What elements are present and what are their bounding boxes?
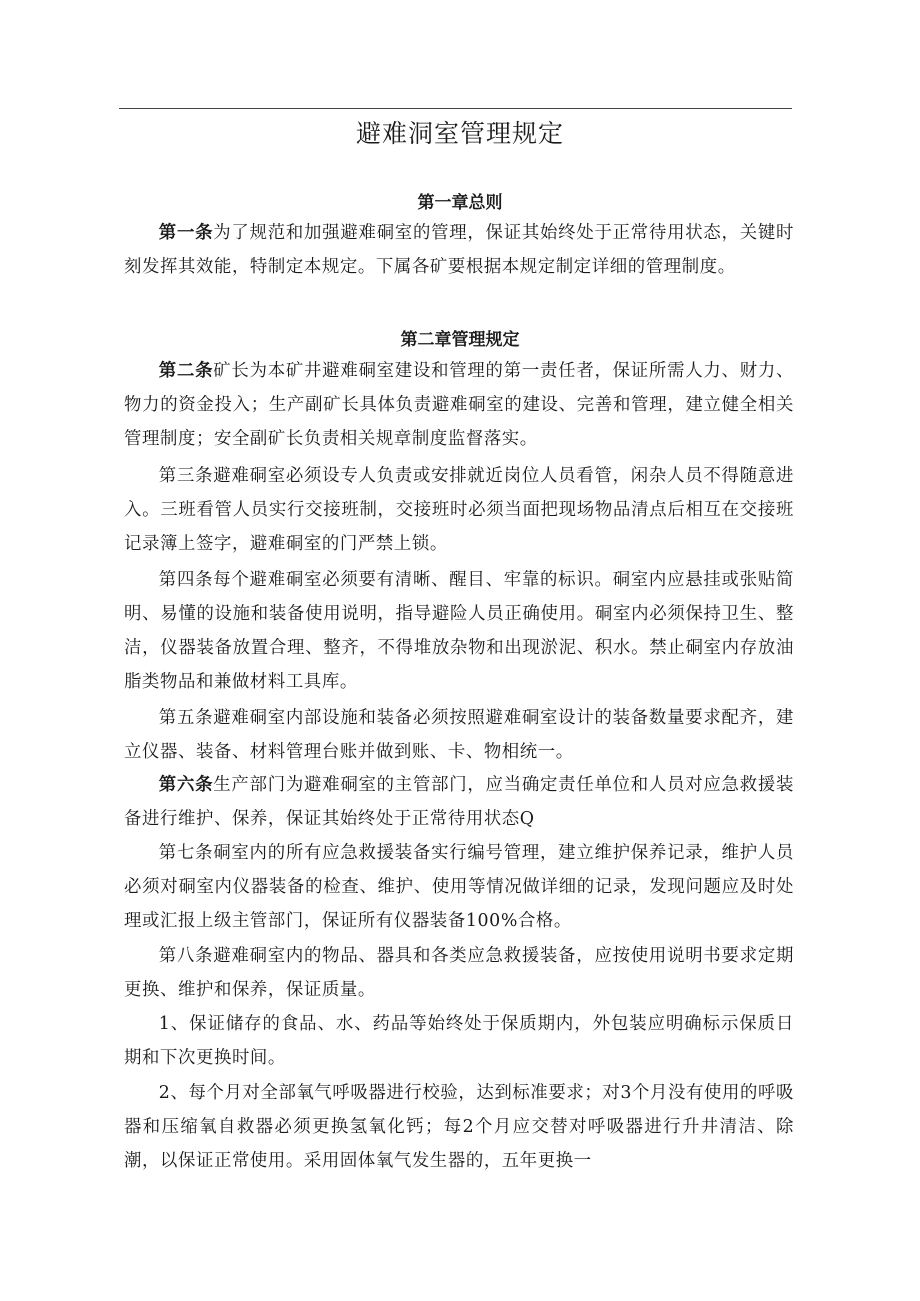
article-5-text: 第五条避难硐室内部设施和装备必须按照避难硐室设计的装备数量要求配齐，建立仪器、装备、材料管理台账并做到账、卡、物相统一。 <box>124 708 794 762</box>
article-6-lead: 第六条 <box>158 775 214 795</box>
article-5 <box>124 701 794 769</box>
article-8-item-1 <box>124 1007 794 1075</box>
article-2 <box>124 354 794 456</box>
article-6 <box>124 768 794 836</box>
article-8-item-2 <box>124 1076 794 1178</box>
article-7-text: 第七条硐室内的所有应急救援装备实行编号管理，建立维护保养记录，维护人员必须对硐室内仪器装备的检查、维护、使用等情况做详细的记录，发现问题应及时处理或汇报上级主管部门，保证所有仪器装备100%合格。 <box>124 843 794 931</box>
item-2-text: 2、每个月对全部氧气呼吸器进行校验，达到标准要求；对3个月没有使用的呼吸器和压缩氧自救器必须更换氢氧化钙；每2个月应交替对呼吸器进行升井清洁、除潮，以保证正常使用。采用固体氧气发生器的，五年更换一 <box>124 1083 794 1171</box>
article-1-text: 为了规范和加强避难硐室的管理，保证其始终处于正常待用状态，关键时刻发挥其效能，特制定本规定。下属各矿要根据本规定制定详细的管理制度。 <box>124 223 794 277</box>
article-2-lead: 第二条 <box>158 361 214 381</box>
article-4 <box>124 563 794 699</box>
article-7 <box>124 836 794 938</box>
article-4-text: 第四条每个避难硐室必须要有清晰、醒目、牢靠的标识。硐室内应悬挂或张贴简明、易懂的设施和装备使用说明，指导避险人员正确使用。硐室内必须保持卫生、整洁，仪器装备放置合理、整齐，不得堆放杂物和出现淤泥、积水。禁止硐室内存放油脂类物品和兼做材料工具库。 <box>124 570 794 692</box>
article-2-text: 矿长为本矿井避难硐室建设和管理的第一责任者，保证所需人力、财力、物力的资金投入；生产副矿长具体负责避难硐室的建设、完善和管理，建立健全相关管理制度；安全副矿长负责相关规章制度监督落实。 <box>124 361 794 449</box>
article-1 <box>124 216 794 284</box>
item-1-text: 1、保证储存的食品、水、药品等始终处于保质期内，外包装应明确标示保质日期和下次更换时间。 <box>124 1014 794 1068</box>
article-3-text: 第三条避难硐室必须设专人负责或安排就近岗位人员看管，闲杂人员不得随意进入。三班看管人员实行交接班制，交接班时必须当面把现场物品清点后相互在交接班记录簿上签字，避难硐室的门严禁上锁。 <box>124 466 794 554</box>
document-title: 避难洞室管理规定 <box>355 119 564 148</box>
article-6-text: 生产部门为避难硐室的主管部门，应当确定责任单位和人员对应急救援装备进行维护、保养，保证其始终处于正常待用状态Q <box>124 775 794 829</box>
article-3 <box>124 459 794 561</box>
chapter-2-heading: 第二章管理规定 <box>400 330 520 350</box>
article-8-text: 第八条避难硐室内的物品、器具和各类应急救援装备，应按使用说明书要求定期更换、维护和保养，保证质量。 <box>124 946 794 1000</box>
article-1-lead: 第一条 <box>158 223 214 243</box>
article-8 <box>124 939 794 1007</box>
chapter-1-heading: 第一章总则 <box>417 193 503 213</box>
header-rule <box>119 108 792 109</box>
